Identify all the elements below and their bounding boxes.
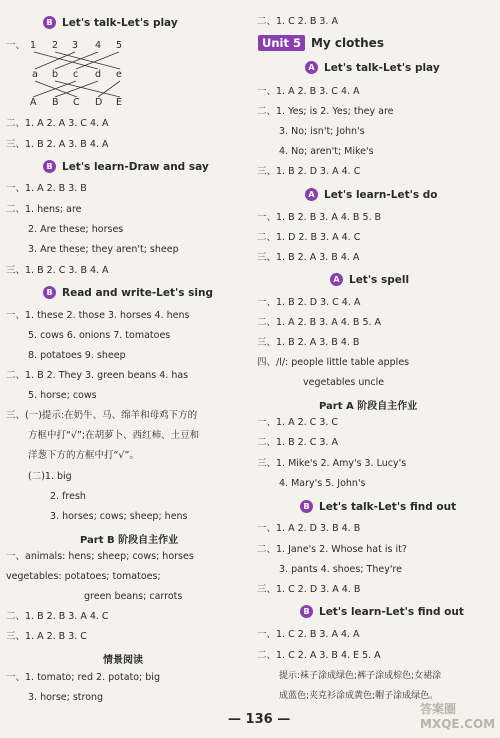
badge-a: A: [305, 61, 318, 74]
section-heading: [43, 16, 178, 29]
answer-line: 二、1. B 2. They 3. green beans 4. has: [6, 370, 189, 381]
badge-a: A: [305, 188, 318, 201]
answer-line: 二、1. C 2. A 3. B 4. E 5. A: [257, 650, 381, 661]
answer-line: 2. fresh: [50, 491, 86, 502]
match-lower: d: [95, 69, 102, 80]
page-number: — 136 —: [228, 712, 291, 727]
watermark: 答案圈 MXQE.COM: [420, 702, 496, 731]
answer-line: 3. Are these; they aren't; sheep: [28, 244, 179, 255]
answer-line: 3. horses; cows; sheep; hens: [50, 511, 188, 522]
answer-line: 一、1. C 2. B 3. A 4. A: [257, 629, 360, 640]
answer-line: 一、1. A 2. B 3. C 4. A: [257, 86, 360, 97]
part-title: Part A 阶段自主作业: [319, 401, 418, 412]
match-lower: b: [52, 69, 59, 80]
part-title: Part B 阶段自主作业: [80, 535, 179, 546]
part-title: 情景阅读: [103, 655, 143, 666]
section-heading: [305, 61, 440, 74]
answer-line: 二、1. B 2. B 3. A 4. C: [6, 611, 109, 622]
answer-line: 一、1. B 2. B 3. A 4. B 5. B: [257, 212, 382, 223]
answer-line: 三、1. B 2. D 3. A 4. C: [257, 166, 361, 177]
answer-line: 3. No; isn't; John's: [279, 126, 365, 137]
answer-line: 方框中打“√”;在胡萝卜、西红柿、土豆和: [28, 430, 200, 441]
heading-title: Let's learn-Let's do: [324, 188, 438, 201]
answer-line: 二、1. C 2. B 3. A: [257, 16, 338, 27]
answer-line: 成蓝色;夹克衫涂成黄色;帽子涂成绿色。: [279, 691, 439, 701]
answer-line: 提示:袜子涂成绿色;裤子涂成棕色;女裙涂: [279, 671, 442, 681]
match-upper: A: [30, 97, 37, 108]
answer-line: 二、1. Jane's 2. Whose hat is it?: [257, 544, 407, 555]
unit-title: My clothes: [310, 36, 384, 50]
section-heading: [300, 605, 464, 618]
unit-label: Unit 5: [258, 35, 305, 51]
match-num: 4: [95, 40, 102, 51]
answer-line: 三、1. C 2. D 3. A 4. B: [257, 584, 361, 595]
unit-heading: [258, 35, 384, 51]
badge-b: B: [43, 16, 56, 29]
answer-line: 二、1. D 2. B 3. A 4. C: [257, 232, 361, 243]
answer-line: 一、1. A 2. D 3. B 4. B: [257, 523, 361, 534]
badge-b: B: [43, 160, 56, 173]
match-num: 2: [52, 40, 59, 51]
answer-line: green beans; carrots: [84, 591, 183, 602]
answer-line: 一、1. tomato; red 2. potato; big: [6, 672, 160, 683]
answer-line: 三、(一)提示:在奶牛、马、绵羊和母鸡下方的: [6, 410, 198, 421]
answer-line: 2. Are these; horses: [28, 224, 124, 235]
match-lines: [0, 38, 250, 113]
heading-title: Let's talk-Let's play: [62, 16, 178, 29]
answer-line: 5. cows 6. onions 7. tomatoes: [28, 330, 171, 341]
answer-line: 二、1. A 2. A 3. C 4. A: [6, 118, 109, 129]
answer-line: 8. potatoes 9. sheep: [28, 350, 126, 361]
answer-line: 3. pants 4. shoes; They're: [279, 564, 402, 575]
match-num: 3: [72, 40, 79, 51]
answer-line: 三、1. B 2. A 3. B 4. A: [6, 139, 109, 150]
section-heading: [300, 500, 456, 513]
answer-line: 洋葱下方的方框中打“√”。: [28, 450, 139, 461]
answer-line: 二、1. A 2. B 3. A 4. B 5. A: [257, 317, 382, 328]
match-upper: B: [52, 97, 59, 108]
answer-line: 一、animals: hens; sheep; cows; horses: [6, 551, 194, 562]
answer-line: 3. horse; strong: [28, 692, 104, 703]
matching-diagram: [0, 38, 250, 113]
match-upper: E: [116, 97, 123, 108]
badge-b: B: [300, 500, 313, 513]
heading-title: Read and write-Let's sing: [62, 286, 213, 299]
answer-line: vegetables: potatoes; tomatoes;: [6, 571, 161, 582]
match-upper: C: [73, 97, 80, 108]
heading-title: Let's learn-Let's find out: [319, 605, 464, 618]
answer-line: 一、1. these 2. those 3. horses 4. hens: [6, 310, 190, 321]
match-upper: D: [95, 97, 103, 108]
answer-line: 一、1. B 2. D 3. C 4. A: [257, 297, 361, 308]
match-num: 5: [116, 40, 123, 51]
answer-line: 二、1. Yes; is 2. Yes; they are: [257, 106, 394, 117]
match-prefix: 一、: [6, 40, 26, 51]
heading-title: Let's spell: [349, 273, 410, 286]
answer-line: 三、1. Mike's 2. Amy's 3. Lucy's: [257, 458, 407, 469]
answer-line: vegetables uncle: [303, 377, 385, 388]
match-num: 1: [30, 40, 37, 51]
answer-line: (二)1. big: [28, 471, 72, 482]
badge-b: B: [43, 286, 56, 299]
answer-line: 三、1. B 2. A 3. B 4. B: [257, 337, 360, 348]
section-heading: [43, 160, 209, 173]
match-lower: c: [73, 69, 79, 80]
section-heading: [330, 273, 409, 286]
answer-line: 5. horse; cows: [28, 390, 97, 401]
answer-line: 三、1. B 2. C 3. B 4. A: [6, 265, 109, 276]
heading-title: Let's learn-Draw and say: [62, 160, 209, 173]
answer-line: 二、1. B 2. C 3. A: [257, 437, 338, 448]
answer-line: 一、1. A 2. B 3. B: [6, 183, 87, 194]
answer-line: 二、1. hens; are: [6, 204, 82, 215]
badge-b: B: [300, 605, 313, 618]
match-lower: e: [116, 69, 122, 80]
section-heading: [43, 286, 213, 299]
answer-line: 三、1. A 2. B 3. C: [6, 631, 87, 642]
section-heading: [305, 188, 437, 201]
answer-line: 三、1. B 2. A 3. B 4. A: [257, 252, 360, 263]
heading-title: Let's talk-Let's find out: [319, 500, 457, 513]
heading-title: Let's talk-Let's play: [324, 61, 440, 74]
match-lower: a: [32, 69, 38, 80]
answer-line: 4. No; aren't; Mike's: [279, 146, 374, 157]
answer-line: 4. Mary's 5. John's: [279, 478, 366, 489]
answer-line: 四、/l/: people little table apples: [257, 357, 410, 368]
answer-line: 一、1. A 2. C 3. C: [257, 417, 339, 428]
badge-a: A: [330, 273, 343, 286]
